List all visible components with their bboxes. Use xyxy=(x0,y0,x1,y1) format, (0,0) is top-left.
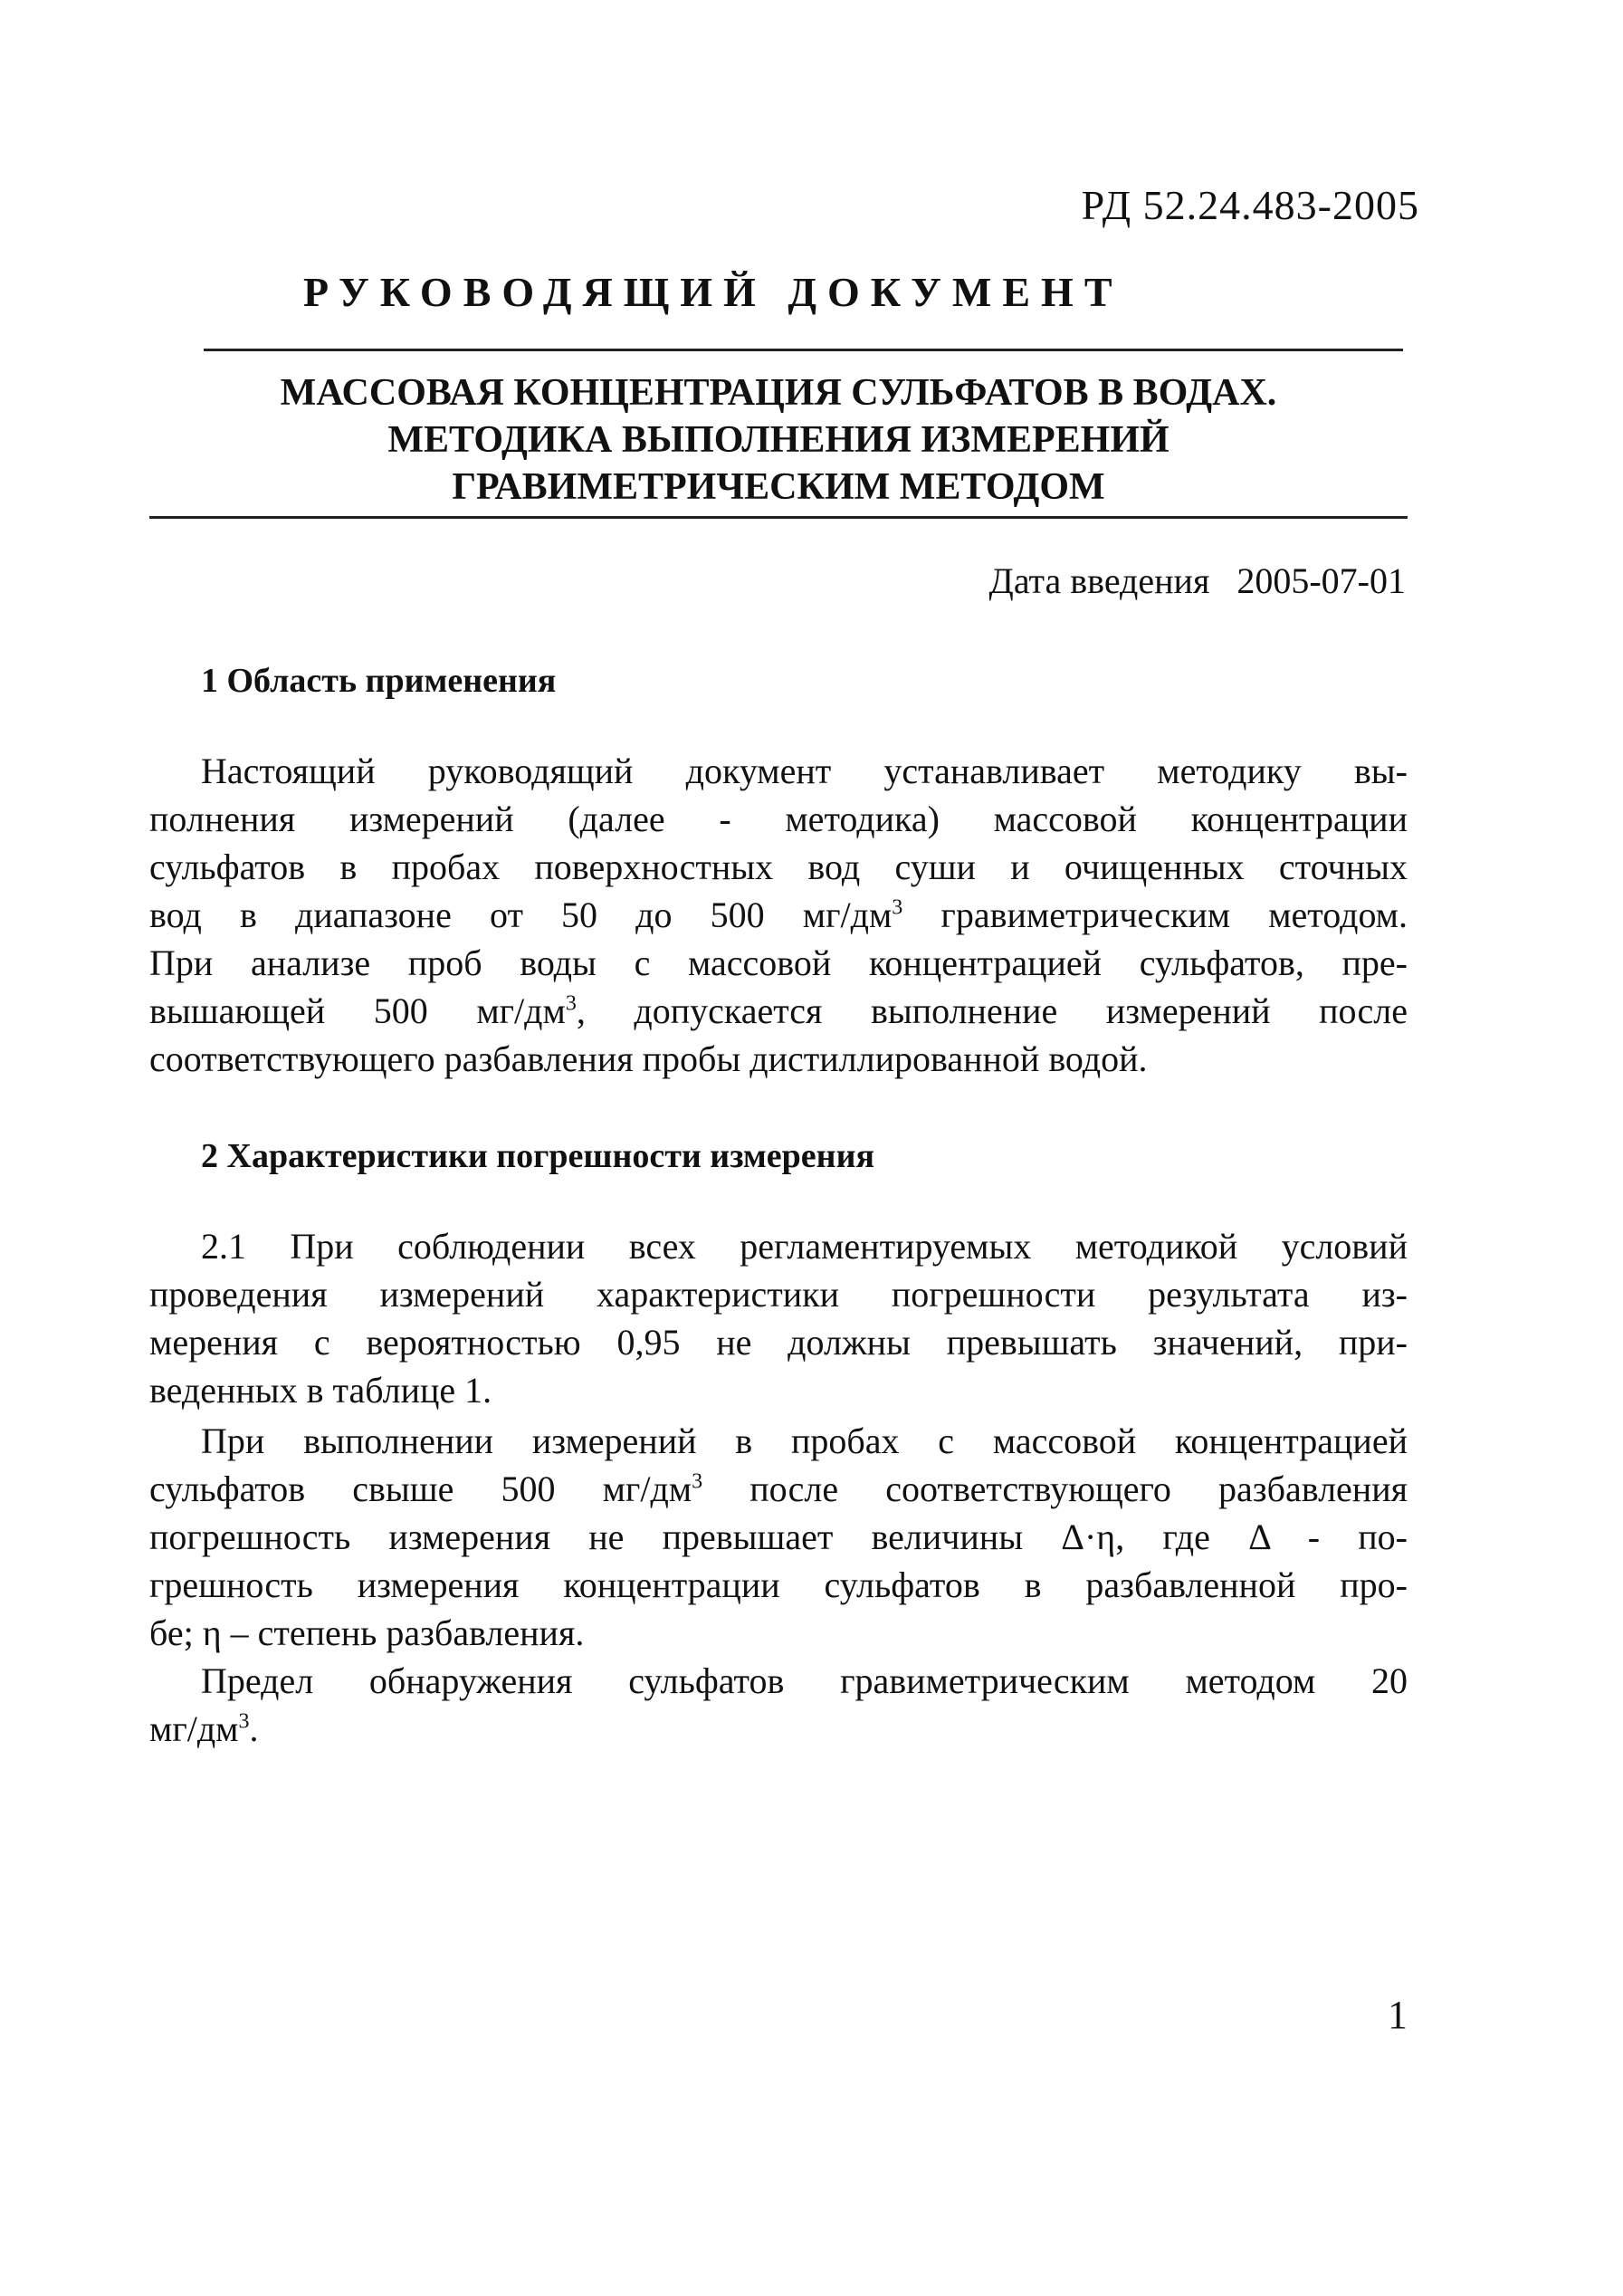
text-line: Предел обнаружения сульфатов гравиметрическим методом 20 xyxy=(201,1660,1408,1701)
section-2-heading: 2 Характеристики погрешности измерения xyxy=(201,1137,875,1175)
superscript: 3 xyxy=(892,895,903,920)
text-line: При анализе проб воды с массовой концентрацией сульфатов, пре- xyxy=(149,942,1408,983)
text-line: При выполнении измерений в пробах с массовой концентрацией xyxy=(201,1421,1408,1461)
text-line: бе; η – степень разбавления. xyxy=(149,1612,585,1653)
text-fragment: сульфатов свыше 500 мг/дм xyxy=(149,1468,692,1509)
text-line xyxy=(149,891,1408,939)
text-line: мерения с вероятностью 0,95 не должны превышать значений, при- xyxy=(149,1322,1408,1363)
text-line: веденных в таблице 1. xyxy=(149,1370,492,1411)
text-line: полнения измерений (далее - методика) массовой концентрации xyxy=(149,799,1408,839)
introduction-date xyxy=(989,560,1406,602)
divider-top xyxy=(204,349,1403,351)
text-line: проведения измерений характеристики погрешности результата из- xyxy=(149,1274,1408,1315)
text-line: Настоящий руководящий документ устанавливает методику вы- xyxy=(201,751,1408,791)
divider-bottom xyxy=(149,516,1408,519)
text-line: сульфатов в пробах поверхностных вод суши и очищенных сточных xyxy=(149,847,1408,887)
page-number: 1 xyxy=(1388,1993,1408,2037)
title-line-2: МЕТОДИКА ВЫПОЛНЕНИЯ ИЗМЕРЕНИЙ xyxy=(387,419,1170,461)
text-line: соответствующего разбавления пробы дистиллированной водой. xyxy=(149,1038,1148,1079)
document-type-heading: РУКОВОДЯЩИЙ ДОКУМЕНТ xyxy=(303,269,1123,315)
text-fragment: мг/дм xyxy=(149,1708,239,1749)
title-line-3: ГРАВИМЕТРИЧЕСКИМ МЕТОДОМ xyxy=(452,466,1105,508)
superscript: 3 xyxy=(692,1469,703,1494)
text-fragment: гравиметрическим методом. xyxy=(902,894,1408,935)
superscript: 3 xyxy=(238,1709,250,1734)
section-1-paragraph xyxy=(149,747,1408,1083)
document-code: РД 52.24.483-2005 xyxy=(1081,182,1419,228)
superscript: 3 xyxy=(565,991,577,1016)
text-fragment: вышающей 500 мг/дм xyxy=(149,990,566,1031)
text-line: 2.1 При соблюдении всех регламентируемых методикой условий xyxy=(201,1226,1408,1267)
text-line xyxy=(149,1465,1408,1513)
text-fragment: , допускается выполнение измерений после xyxy=(576,990,1408,1031)
document-title xyxy=(149,369,1408,511)
section-2-paragraph-2 xyxy=(149,1417,1408,1657)
text-line xyxy=(149,1705,1408,1753)
section-2-paragraph-3 xyxy=(149,1657,1408,1753)
title-line-1: МАССОВАЯ КОНЦЕНТРАЦИЯ СУЛЬФАТОВ В ВОДАХ. xyxy=(280,372,1277,414)
text-line xyxy=(149,987,1408,1035)
section-2-paragraph-1 xyxy=(149,1222,1408,1414)
section-1-heading: 1 Область применения xyxy=(201,662,557,700)
text-line: погрешность измерения не превышает величины Δ·η, где Δ - по- xyxy=(149,1516,1408,1557)
text-line: грешность измерения концентрации сульфатов в разбавленной про- xyxy=(149,1564,1408,1605)
text-fragment: после соответствующего разбавления xyxy=(702,1468,1408,1509)
introduction-date-value: 2005-07-01 xyxy=(1236,560,1406,601)
text-fragment: . xyxy=(249,1708,259,1749)
introduction-date-label: Дата введения xyxy=(988,560,1210,601)
text-fragment: вод в диапазоне от 50 до 500 мг/дм xyxy=(149,894,893,935)
